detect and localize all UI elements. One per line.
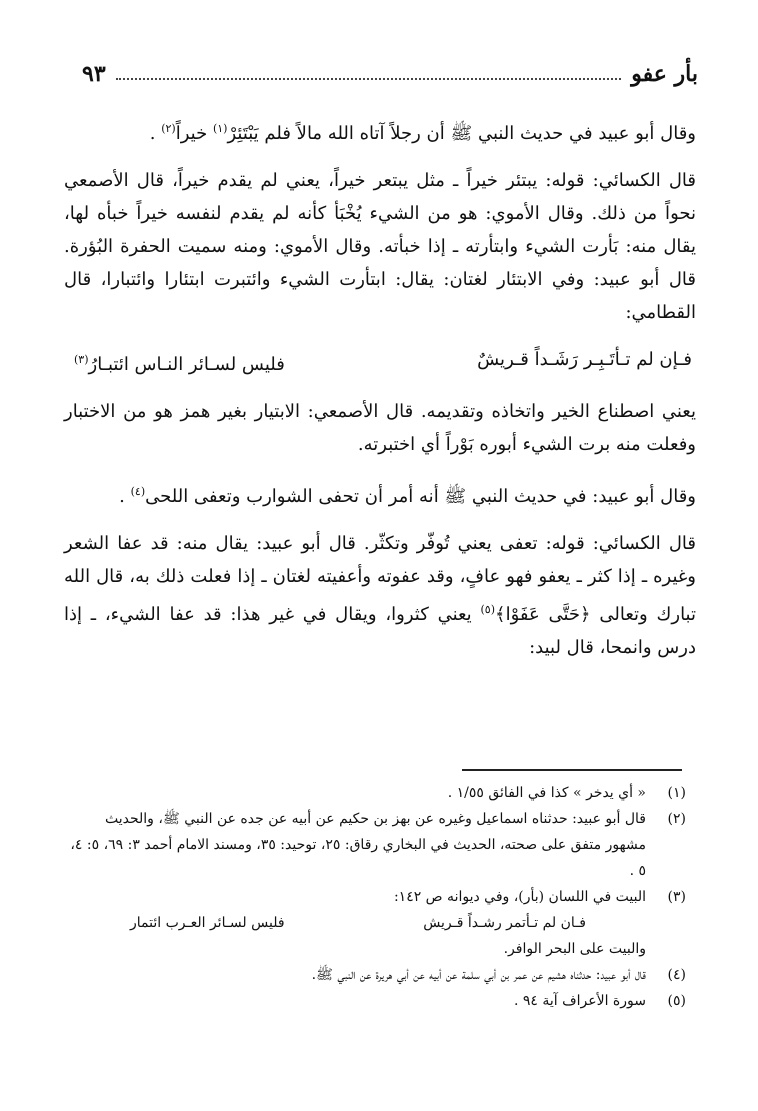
paragraph-text: يعني كثروا، ويقال في غير هذا: قد عفا الشيء، ـ إذا درس وانمحا، قال لبيد: (64, 604, 696, 658)
main-text (64, 112, 696, 678)
verse-first-hemistich: فـإن لم تـأتَـبِـر رَشَـداً قـريشٌ (477, 349, 692, 370)
footnote-body (70, 884, 646, 962)
footnote-number: (٥) (667, 993, 686, 1009)
footnote-verse-second: فليس لسـائر العـرب ائتمار (130, 915, 285, 931)
footnote-3 (70, 884, 686, 962)
running-header (82, 54, 698, 94)
footnote-mark: (٥) (480, 603, 496, 616)
paragraph-text: وقال أبو عبيد: في حديث النبي ﷺ أنه أمر أن تحفى الشوارب وتعفى اللحى (145, 486, 696, 507)
paragraph-2: قال الكسائي: قوله: يبتئر خيراً ـ مثل يبتعر خيراً، يعني لم يقدم خيراً، قال الأصمعي نحواً من ذلك. وقال الأموي: هو من الشيء يُخْبَأ كأنه لم يقدم لنفسه خيراً خبأه لها، يقال منه: بَأرت الشيء وابتأرته ـ إذا خبأته. وقال الأموي: ومنه سميت الحفرة البُؤرة. قال أبو عبيد: وفي الابتئار لغتان: يقال: ابتأرت الشيء وائتبرت ابتئارا وائتبارا، قال القطامي: (64, 170, 696, 323)
paragraph-3: يعني اصطناع الخير واتخاذه وتقديمه. قال الأصمعي: الابتيار بغير همز هو من الاختبار وفعلت منه برت الشيء أبوره بَوْراً أي اختبرته. (64, 401, 696, 455)
header-dotted-rule (116, 78, 622, 80)
footnote-text: سورة الأعراف آية ٩٤ . (513, 993, 646, 1009)
footnote-number: (١) (667, 785, 686, 801)
verse-second-hemistich: فليس لسـائر النـاس ائتبـارُ$^{(٣)}$ (74, 353, 285, 375)
paragraph-text: قال الكسائي: قوله: تعفى يعني تُوفّر وتكثّر. قال أبو عبيد: يقال منه: قد عفا الشعر وغيره ـ إذا كثر ـ يعفو فهو عافٍ، وقد عفوته وأعفيته لغتان ـ إذا فعلت ذلك به، قال الله تبارك وتعالى ﴿حَتَّى عَفَوْا﴾ (64, 533, 696, 625)
footnote-text: قال أبو عبيد: حدثناه هشيم عن عمر بن أبي سلمة عن أبيه عن أبي هريرة عن النبي ﷺ. (311, 967, 646, 983)
paragraph-1: وقال أبو عبيد في حديث النبي ﷺ أن رجلاً آتاه الله مالاً فلم يَبْتَئِرْ$^{(١)}$ خيراً$^{(٢)}$ . (149, 122, 696, 144)
paragraph-4: وقال أبو عبيد: في حديث النبي ﷺ أنه أمر أن تحفى الشوارب وتعفى اللحى$^{(٤)}$ . (119, 485, 696, 507)
footnote-verse (70, 910, 646, 936)
footnote-verse-first: فـان لم تـأتمر رشـداً قـريش (423, 915, 586, 931)
footnote-2 (70, 806, 686, 884)
page-number: ٩٣ (82, 61, 106, 87)
footnote-number: (٤) (667, 967, 686, 983)
footnote-mark: (٢) (161, 122, 176, 135)
paragraph-5 (64, 527, 696, 664)
footnote-mark: (١) (212, 122, 228, 135)
footnotes (70, 780, 686, 1014)
footnote-text: « أي يدخر » كذا في الفائق ١/٥٥ . (447, 785, 646, 801)
footnote-number: (٢) (667, 811, 686, 827)
paragraph-text: وقال أبو عبيد في حديث النبي ﷺ أن رجلاً آتاه الله مالاً فلم يَبْتَئِرْ (227, 123, 696, 144)
header-title: بأر عفو (631, 61, 698, 87)
footnote-text: البيت في اللسان (بأر)، وفي ديوانه ص ١٤٢: (393, 889, 646, 905)
footnote-separator (462, 769, 682, 771)
footnote-1 (70, 780, 686, 806)
footnote-extra: والبيت على البحر الوافر. (503, 941, 646, 957)
footnote-mark: (٣) (74, 353, 89, 366)
footnote-number: (٣) (667, 889, 686, 905)
footnote-5 (70, 988, 686, 1014)
footnote-mark: (٤) (130, 485, 146, 498)
footnote-text: قال أبو عبيد: حدثناه اسماعيل وغيره عن بهز بن حكيم عن أبيه عن جده عن النبي ﷺ، والحديث مشهور متفق على صحته، الحديث في البخاري رقاق: ٢٥، توحيد: ٣٥، ومسند الامام أحمد ٣: ٦٩، ٥: ٤، ٥ . (70, 811, 646, 879)
footnote-4 (70, 962, 686, 988)
poem-verse (64, 343, 696, 381)
paragraph-text: خيراً (175, 123, 208, 144)
